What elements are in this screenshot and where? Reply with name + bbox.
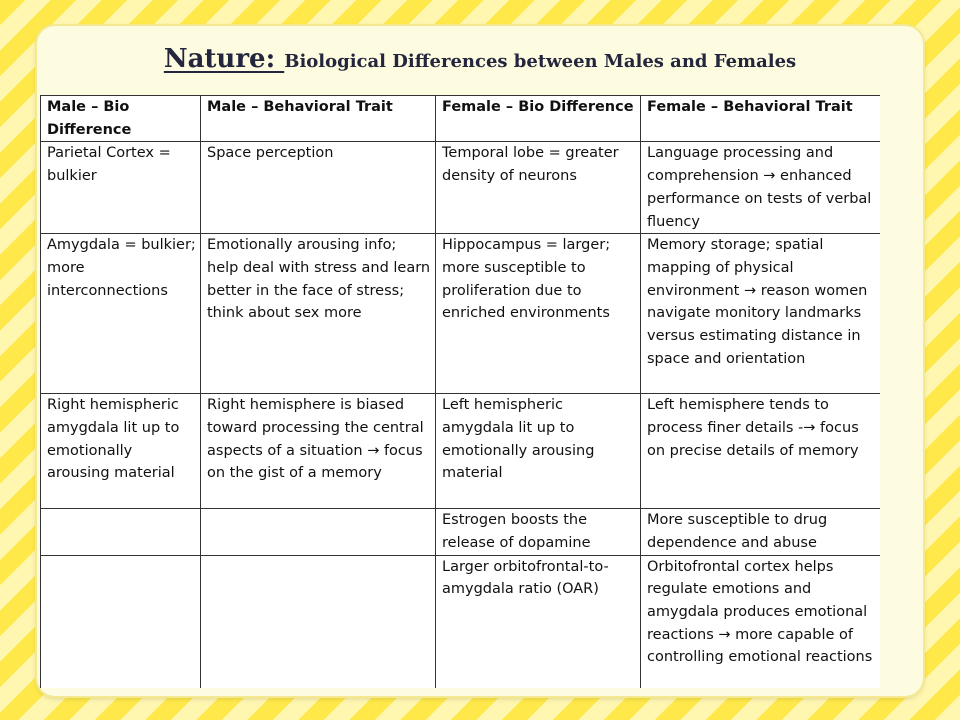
slide-title — [0, 44, 960, 74]
table-row — [41, 142, 881, 234]
cell-male-bio — [41, 555, 201, 688]
table-row — [41, 394, 881, 509]
cell-female-bio: Hippocampus = larger; more susceptible to proliferation due to enriched environments — [436, 234, 641, 394]
cell-male-behavior — [201, 509, 436, 555]
comparison-table — [40, 95, 880, 688]
table-row — [41, 509, 881, 555]
header-male-bio: Male – Bio Difference — [41, 96, 201, 142]
table-row — [41, 555, 881, 688]
title-rest: Biological Differences between Males and Females — [284, 51, 797, 72]
cell-female-behavior: Memory storage; spatial mapping of physical environment → reason women navigate monitory landmarks versus estimating distance in space and orientation — [641, 234, 881, 394]
cell-female-bio: Estrogen boosts the release of dopamine — [436, 509, 641, 555]
cell-male-behavior — [201, 555, 436, 688]
cell-female-bio: Temporal lobe = greater density of neurons — [436, 142, 641, 234]
cell-male-behavior: Emotionally arousing info; help deal with stress and learn better in the face of stress; think about sex more — [201, 234, 436, 394]
header-male-behavior: Male – Behavioral Trait — [201, 96, 436, 142]
table-header-row — [41, 96, 881, 142]
comparison-table-container — [40, 95, 880, 688]
header-female-bio: Female – Bio Difference — [436, 96, 641, 142]
cell-female-behavior: Orbitofrontal cortex helps regulate emotions and amygdala produces emotional reactions → more capable of controlling emotional reactions — [641, 555, 881, 688]
cell-male-bio — [41, 509, 201, 555]
header-female-behavior: Female – Behavioral Trait — [641, 96, 881, 142]
cell-female-behavior: More susceptible to drug dependence and abuse — [641, 509, 881, 555]
cell-male-behavior: Right hemisphere is biased toward processing the central aspects of a situation → focus on the gist of a memory — [201, 394, 436, 509]
cell-female-behavior: Left hemisphere tends to process finer details -→ focus on precise details of memory — [641, 394, 881, 509]
cell-male-bio: Amygdala = bulkier; more interconnections — [41, 234, 201, 394]
cell-male-bio: Parietal Cortex = bulkier — [41, 142, 201, 234]
cell-female-bio: Left hemispheric amygdala lit up to emotionally arousing material — [436, 394, 641, 509]
table-row — [41, 234, 881, 394]
cell-male-bio: Right hemispheric amygdala lit up to emotionally arousing material — [41, 394, 201, 509]
cell-female-behavior: Language processing and comprehension → enhanced performance on tests of verbal fluency — [641, 142, 881, 234]
cell-female-bio: Larger orbitofrontal-to-amygdala ratio (OAR) — [436, 555, 641, 688]
title-prefix: Nature: — [163, 44, 285, 74]
cell-male-behavior: Space perception — [201, 142, 436, 234]
